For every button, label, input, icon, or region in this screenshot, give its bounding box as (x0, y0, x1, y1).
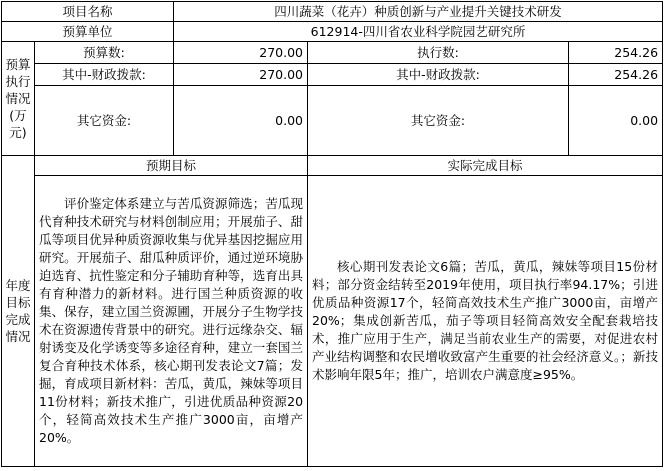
expected-goal-cell (35, 176, 308, 467)
performance-table (1, 1, 663, 467)
budget-value: 270.00 (174, 42, 308, 64)
fiscal-exec-value: 254.26 (569, 64, 663, 86)
budget-unit-label: 预算单位 (2, 22, 174, 42)
fiscal-budget-value: 270.00 (174, 64, 308, 86)
other-budget-value: 0.00 (174, 86, 308, 156)
fiscal-budget-label: 其中-财政拨款: (35, 64, 174, 86)
budget-label: 预算数: (35, 42, 174, 64)
expected-goal-text: 评价鉴定体系建立与苦瓜资源筛选；苦瓜现代育种技术研究与材料创制应用；开展茄子、甜瓜等项目优异种质资源收集与优异基因挖掘应用研究。开展茄子、甜瓜种质评价，通过逆环境胁迫选育、抗性鉴定和分子辅助育种等，选育出具有育种潜力的新材料。进行国兰种质资源的收集、保存，建立国兰资源圃，开展分子生物学技术在资源遗传背景中的研究。进行远缘杂交、辐射诱变及化学诱变等多途径育种，建立一套国兰复合育种技术体系，核心期刊发表论文7篇；发掘，育成项目新材料：苦瓜，黄瓜，辣妹等项目11份材料；新技术推广，引进优质品种资源20个，轻简高效技术生产推广3000亩，亩增产20%。 (39, 196, 304, 445)
exec-value: 254.26 (569, 42, 663, 64)
exec-label: 执行数: (308, 42, 569, 64)
expected-goal-header: 预期目标 (35, 156, 308, 176)
actual-goal-text: 核心期刊发表论文6篇；苦瓜，黄瓜，辣妹等项目15份材料；部分资金结转至2019年使用，项目执行率94.17%；引进优质品种资源17个，轻简高效技术生产推广3000亩，亩增产20%；集成创新苦瓜，茄子等项目轻简高效安全配套栽培技术，推广应用于生产，满足当前农业生产的需要，对促进农村产业结构调整和农民增收致富产生重要的社会经济意义。；新技术影响年限5年；推广，培训农户满意度≥95%。 (312, 259, 659, 382)
actual-goal-cell (308, 176, 663, 467)
project-name-value: 四川蔬菜（花卉）种质创新与产业提升关键技术研发 (174, 2, 663, 22)
other-budget-label: 其它资金: (35, 86, 174, 156)
budget-section-label: 预算执行情况(万元) (2, 42, 35, 156)
goal-section-label: 年度目标完成情况 (2, 156, 35, 467)
actual-goal-header: 实际完成目标 (308, 156, 663, 176)
other-exec-value: 0.00 (569, 86, 663, 156)
project-name-label: 项目名称 (2, 2, 174, 22)
other-exec-label: 其它资金: (308, 86, 569, 156)
budget-unit-value: 612914-四川省农业科学院园艺研究所 (174, 22, 663, 42)
fiscal-exec-label: 其中-财政拨款: (308, 64, 569, 86)
